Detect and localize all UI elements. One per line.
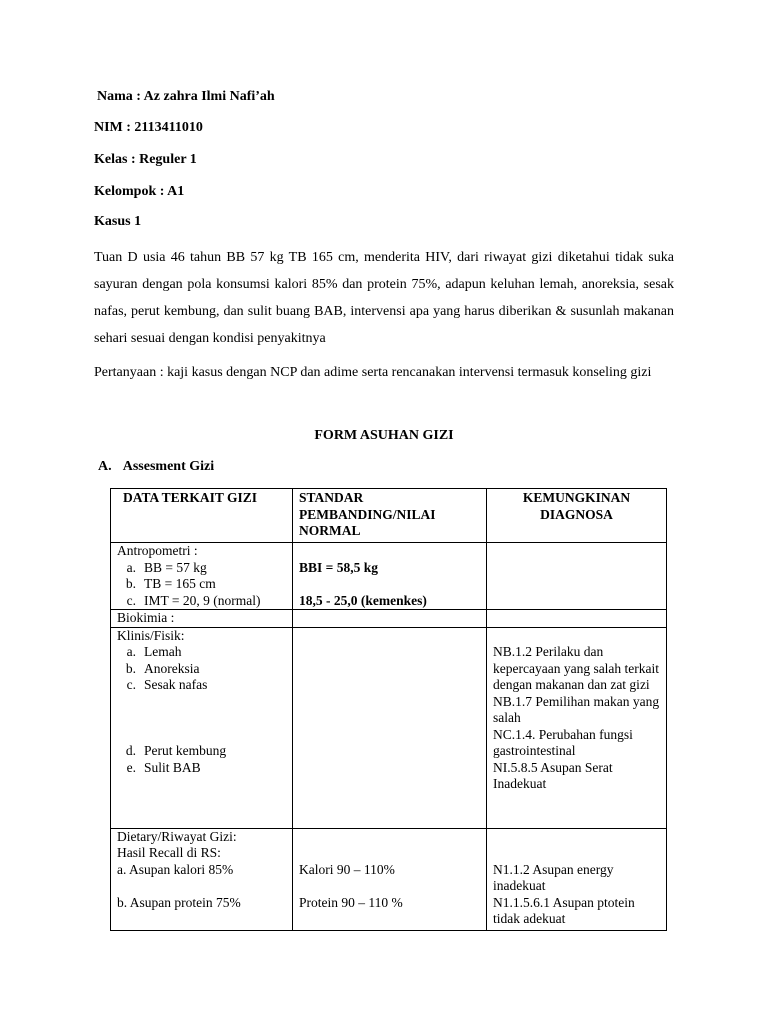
diagnosa-item: NC.1.4. Perubahan fungsi gastrointestinal xyxy=(493,726,633,758)
list-item: b. TB = 165 cm xyxy=(125,576,216,591)
dietary-standar xyxy=(293,828,487,930)
klinis-data xyxy=(111,627,293,828)
klinis-standar xyxy=(293,627,487,828)
biokimia-diagnosa xyxy=(487,610,667,628)
case-question: Pertanyaan : kaji kasus dengan NCP dan adime serta rencanakan intervensi termasuk konseling gizi xyxy=(94,365,652,380)
dietary-item-kalori: a. Asupan kalori 85% xyxy=(117,861,234,877)
biokimia-label: Biokimia : xyxy=(111,610,293,628)
standar-imt: 18,5 - 25,0 (kemenkes) xyxy=(299,592,427,608)
klinis-label: Klinis/Fisik: xyxy=(117,627,185,643)
table-row-biokimia xyxy=(111,610,667,628)
dietary-item-protein: b. Asupan protein 75% xyxy=(117,894,241,910)
header-diagnosa: KEMUNGKINAN DIAGNOSA xyxy=(487,489,667,543)
standar-kalori: Kalori 90 – 110% xyxy=(299,861,395,877)
student-group: Kelompok : A1 xyxy=(94,184,185,199)
standar-protein: Protein 90 – 110 % xyxy=(299,894,403,910)
antropometri-standar xyxy=(293,543,487,610)
section-title: Assesment Gizi xyxy=(122,459,215,474)
student-name: Nama : Az zahra Ilmi Nafi’ah xyxy=(97,89,275,104)
header-data-terkait: DATA TERKAIT GIZI xyxy=(111,489,293,543)
student-nim: NIM : 2113411010 xyxy=(94,120,203,135)
form-title: FORM ASUHAN GIZI xyxy=(314,428,454,443)
list-item: b. Anoreksia xyxy=(125,660,200,676)
biokimia-standar xyxy=(293,610,487,628)
dietary-sublabel: Hasil Recall di RS: xyxy=(117,845,221,860)
list-item: d. Perut kembung xyxy=(125,743,227,758)
assessment-table xyxy=(110,488,667,931)
antropometri-data xyxy=(111,543,293,610)
section-heading xyxy=(98,459,214,475)
antropometri-label: Antropometri : xyxy=(117,543,198,558)
diagnosa-energy: N1.1.2 Asupan energy inadekuat xyxy=(493,861,614,893)
antropometri-diagnosa xyxy=(487,543,667,610)
list-item: c. Sesak nafas xyxy=(126,677,208,692)
case-heading: Kasus 1 xyxy=(94,214,142,229)
diagnosa-item: NI.5.8.5 Asupan Serat Inadekuat xyxy=(493,759,613,791)
diagnosa-item: NB.1.2 Perilaku dan kepercayaan yang salah terkait dengan makanan dan zat gizi xyxy=(493,644,660,692)
list-item: e. Sulit BAB xyxy=(126,759,201,775)
table-header-row xyxy=(111,489,667,543)
header-standar: STANDAR PEMBANDING/NILAI NORMAL xyxy=(293,489,487,543)
list-item: c. IMT = 20, 9 (normal) xyxy=(126,592,261,608)
diagnosa-item: NB.1.7 Pemilihan makan yang salah xyxy=(493,693,660,725)
klinis-diagnosa xyxy=(487,627,667,828)
case-description: Tuan D usia 46 tahun BB 57 kg TB 165 cm, menderita HIV, dari riwayat gizi diketahui tidak suka sayuran dengan pola konsumsi kalori 85% dan protein 75%, adapun keluhan lemah, anoreksia, sesak nafas, perut kembung, dan sulit buang BAB, intervensi apa yang harus diberikan & susunlah makanan sehari sesuai dengan kondisi penyakitnya xyxy=(94,250,674,346)
list-item: a. Lemah xyxy=(126,644,182,659)
table-row-antropometri xyxy=(111,543,667,610)
list-item: a. BB = 57 kg xyxy=(126,559,207,575)
section-letter: A. xyxy=(98,459,112,474)
student-class: Kelas : Reguler 1 xyxy=(94,152,197,167)
dietary-diagnosa xyxy=(487,828,667,930)
table-row-dietary xyxy=(111,828,667,930)
standar-bbi: BBI = 58,5 kg xyxy=(299,559,378,575)
table-row-klinis xyxy=(111,627,667,828)
diagnosa-protein: N1.1.5.6.1 Asupan ptotein tidak adekuat xyxy=(493,894,635,926)
dietary-label: Dietary/Riwayat Gizi: xyxy=(117,828,237,844)
dietary-data xyxy=(111,828,293,930)
